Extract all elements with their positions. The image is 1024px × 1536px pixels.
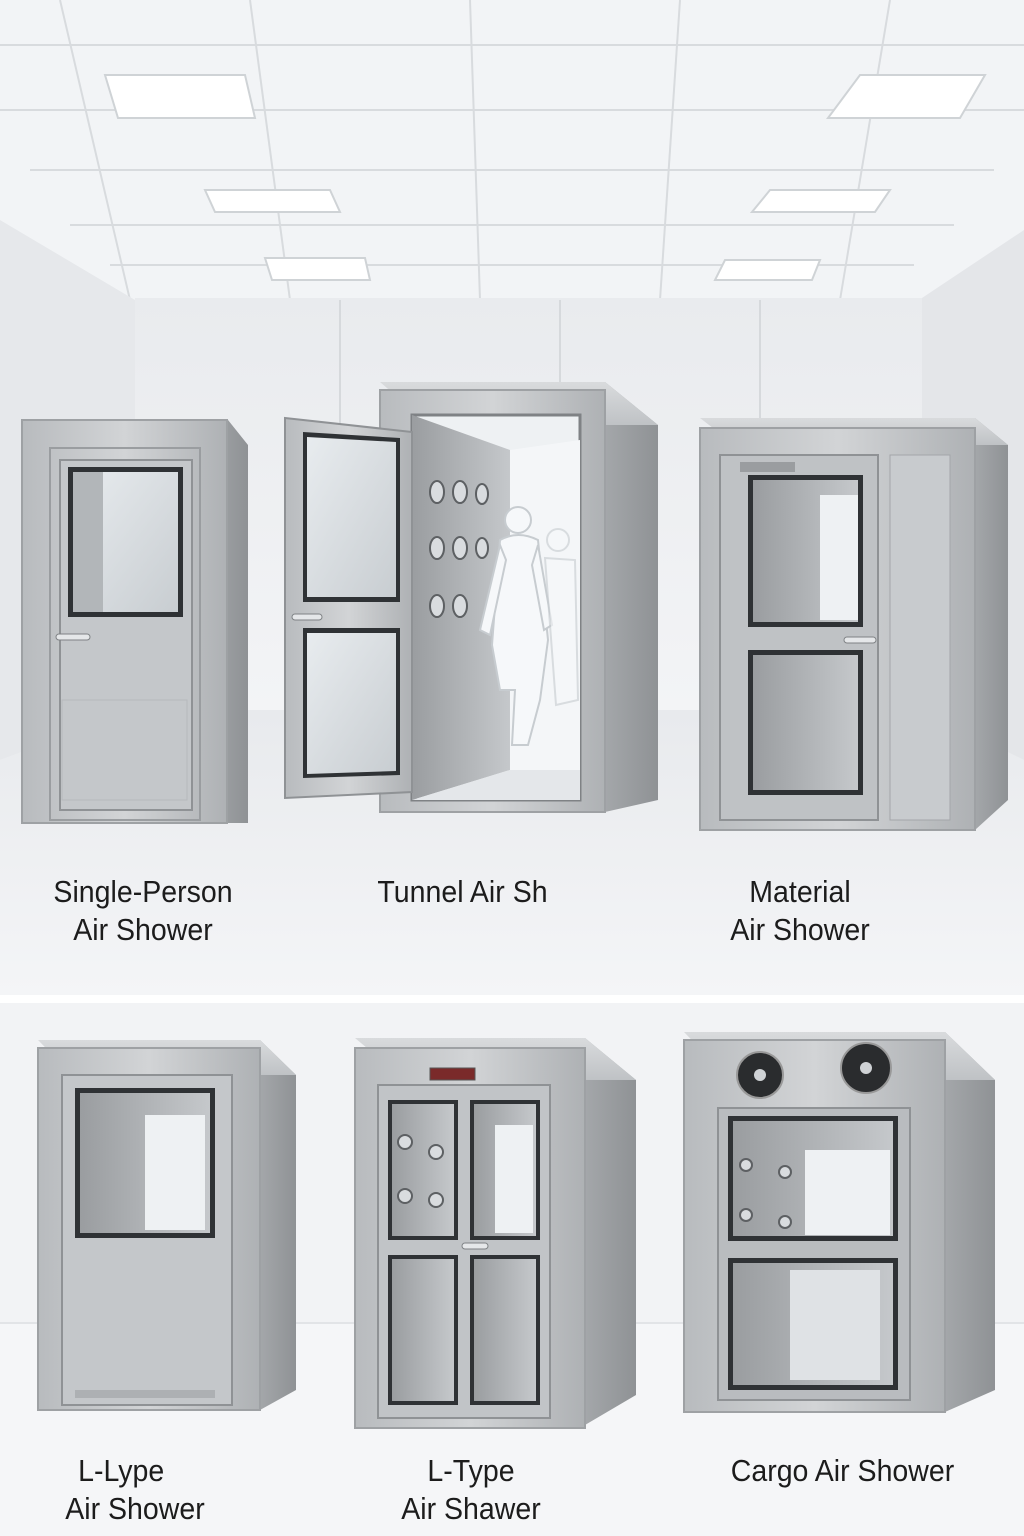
caption-single-person: Single-Person Air Shower	[53, 874, 233, 947]
l-type-air-shower	[355, 1038, 636, 1428]
cargo-air-shower	[684, 1032, 995, 1412]
tunnel-air-shower	[285, 382, 658, 812]
caption-cargo: Cargo Air Shower	[730, 1453, 955, 1488]
material-air-shower	[700, 418, 1008, 830]
caption-l-type: L-Type Air Shawer	[401, 1453, 541, 1526]
caption-tunnel: Tunnel Air Sh	[377, 874, 548, 909]
door-handle	[292, 614, 322, 620]
l-lype-air-shower	[38, 1040, 296, 1410]
caption-l-lype: L-Lype Air Shower	[65, 1453, 205, 1526]
section-separator	[0, 995, 1024, 1003]
door-handle	[462, 1243, 488, 1249]
caption-material: Material Air Shower	[730, 874, 870, 947]
single-person-air-shower	[22, 420, 248, 823]
door-handle	[844, 637, 876, 643]
door-handle	[56, 634, 90, 640]
control-panel	[430, 1068, 475, 1080]
